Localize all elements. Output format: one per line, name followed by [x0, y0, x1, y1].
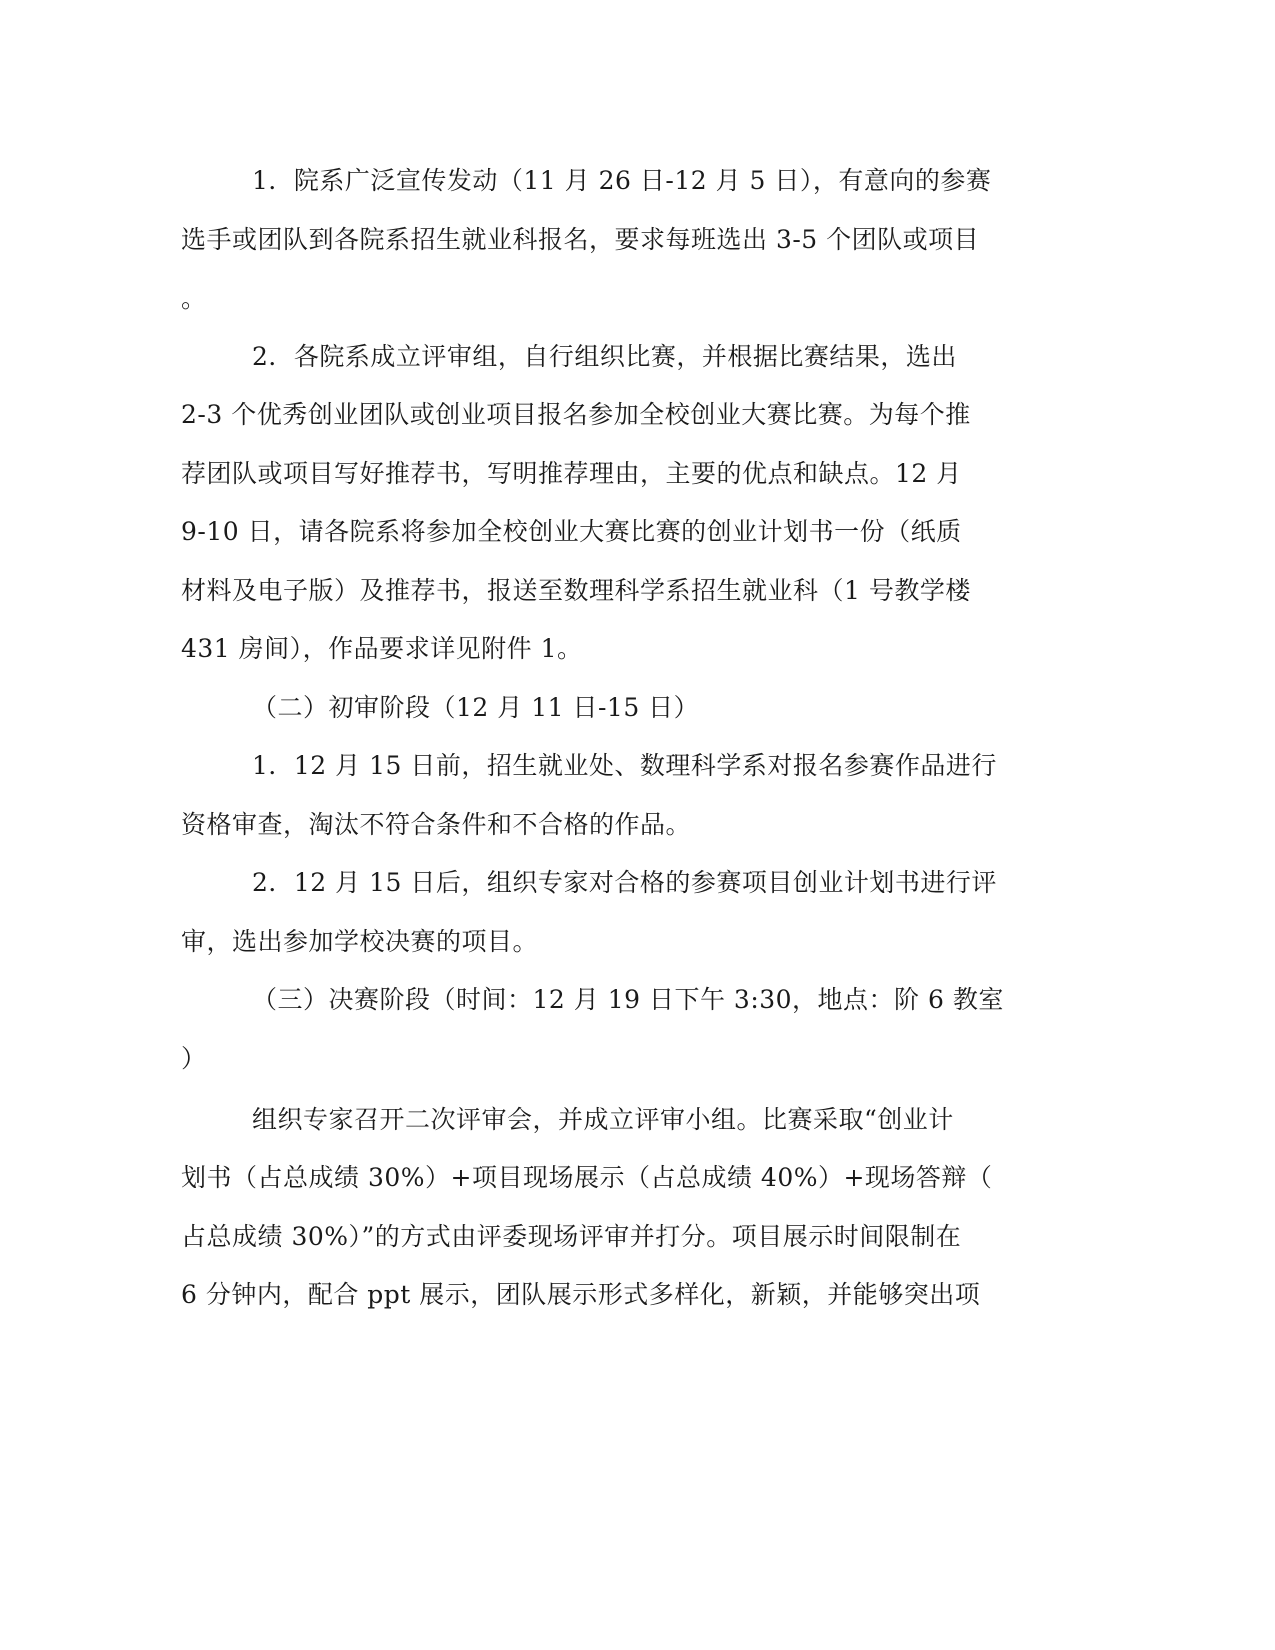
text-line: 荐团队或项目写好推荐书，写明推荐理由，主要的优点和缺点。12 月 [181, 459, 962, 488]
text-line: 资格审查，淘汰不符合条件和不合格的作品。 [181, 810, 692, 839]
text-line: 选手或团队到各院系招生就业科报名，要求每班选出 3-5 个团队或项目 [181, 225, 980, 254]
text-line: 2．12 月 15 日后，组织专家对合格的参赛项目创业计划书进行评 [252, 868, 997, 897]
text-line: 占总成绩 30%）”的方式由评委现场评审并打分。项目展示时间限制在 [181, 1222, 962, 1251]
text-line: 。 [181, 284, 207, 313]
text-line: 6 分钟内，配合 ppt 展示，团队展示形式多样化，新颖，并能够突出项 [181, 1280, 981, 1309]
text-line: ） [181, 1044, 207, 1073]
text-line: 2-3 个优秀创业团队或创业项目报名参加全校创业大赛比赛。为每个推 [181, 400, 971, 429]
text-line: 431 房间），作品要求详见附件 1。 [181, 634, 583, 663]
text-line: 9-10 日，请各院系将参加全校创业大赛比赛的创业计划书一份（纸质 [181, 517, 962, 546]
text-line: 审，选出参加学校决赛的项目。 [181, 927, 539, 956]
text-line: 划书（占总成绩 30%）+项目现场展示（占总成绩 40%）+现场答辩（ [181, 1163, 993, 1192]
text-line: 材料及电子版）及推荐书，报送至数理科学系招生就业科（1 号教学楼 [181, 576, 971, 605]
text-line: 2．各院系成立评审组，自行组织比赛，并根据比赛结果，选出 [252, 342, 957, 371]
text-line: 组织专家召开二次评审会，并成立评审小组。比赛采取“创业计 [252, 1105, 954, 1134]
text-line: 1．院系广泛宣传发动（11 月 26 日-12 月 5 日），有意向的参赛 [252, 166, 992, 195]
section-heading: （二）初审阶段（12 月 11 日-15 日） [252, 693, 700, 722]
section-heading: （三）决赛阶段（时间：12 月 19 日下午 3:30，地点：阶 6 教室 [252, 985, 1004, 1014]
text-line: 1．12 月 15 日前，招生就业处、数理科学系对报名参赛作品进行 [252, 751, 997, 780]
